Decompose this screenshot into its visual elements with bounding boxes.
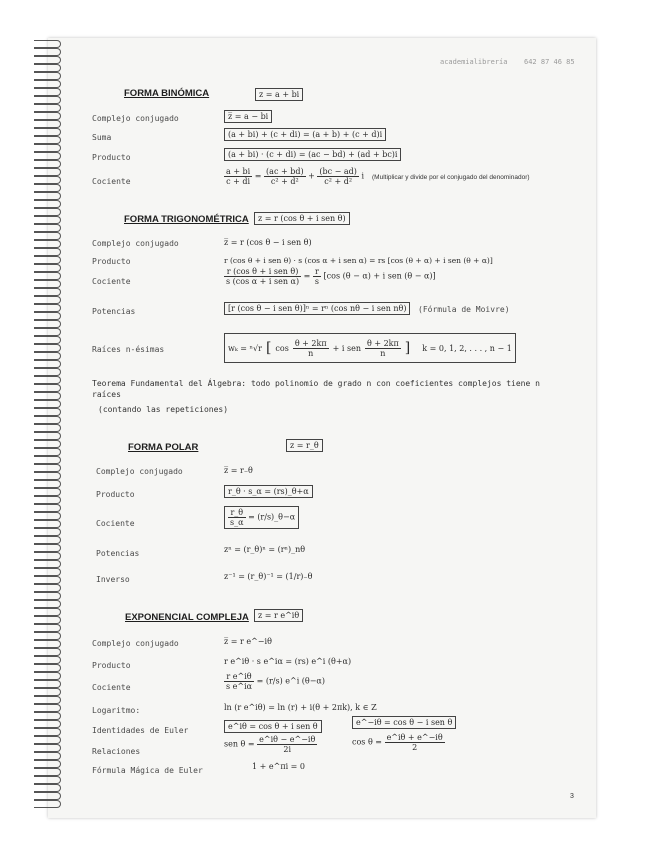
teorema-line2: raíces	[92, 390, 121, 399]
binomica-conj-label: Complejo conjugado	[92, 114, 179, 123]
binomica-producto-formula: (a + bi) · (c + di) = (ac − bd) + (ad + bc)i	[224, 148, 401, 161]
spiral-loop	[34, 80, 61, 88]
cociente-den1: c + di	[226, 177, 251, 186]
spiral-loop	[34, 56, 61, 64]
exp-coc-res: (r/s) e^i (θ−α)	[265, 676, 325, 686]
raices-cos: cos	[275, 343, 289, 353]
spiral-loop	[34, 456, 61, 464]
spiral-loop	[34, 96, 61, 104]
teorema-line3: (contando las repeticiones)	[98, 405, 229, 414]
cociente-den3: c² + d²	[324, 177, 353, 186]
polar-coc-den: s_α	[230, 518, 244, 527]
exp-form-box: z = r e^iθ	[254, 609, 303, 622]
spiral-loop	[34, 144, 61, 152]
spiral-loop	[34, 568, 61, 576]
spiral-loop	[34, 136, 61, 144]
exp-rel-label: Relaciones	[92, 747, 141, 756]
spiral-loop	[34, 336, 61, 344]
spiral-loop	[34, 744, 61, 752]
cociente-tail: i	[361, 171, 365, 181]
section-title-exp: EXPONENCIAL COMPLEJA	[125, 612, 249, 623]
spiral-loop	[34, 224, 61, 232]
trig-coc-s: s	[314, 277, 319, 286]
spiral-loop	[34, 248, 61, 256]
polar-inv-label: Inverso	[96, 575, 130, 584]
spiral-loop	[34, 696, 61, 704]
polar-conj-formula: z̅ = r₋θ	[224, 466, 253, 475]
exp-magic-label: Fórmula Mágica de Euler	[92, 766, 203, 775]
cociente-num2: (ac + bd)	[266, 167, 304, 176]
page-number: 3	[570, 793, 574, 800]
spiral-loop	[34, 440, 61, 448]
spiral-loop	[34, 632, 61, 640]
polar-coc-eq: =	[248, 512, 255, 522]
cociente-den2: c² + d²	[270, 177, 299, 186]
exp-coc-eq: =	[256, 676, 264, 686]
polar-prod-formula: r_θ · s_α = (rs)_θ+α	[224, 485, 313, 498]
spiral-loop	[34, 536, 61, 544]
spiral-loop	[34, 64, 61, 72]
exp-rel-sen	[224, 735, 317, 754]
spiral-loop	[34, 424, 61, 432]
spiral-loop	[34, 240, 61, 248]
exp-coc-label: Cociente	[92, 683, 131, 692]
spiral-loop	[34, 504, 61, 512]
binomica-cociente-label: Cociente	[92, 177, 131, 186]
raices-den2: n	[380, 348, 386, 358]
spiral-loop	[34, 552, 61, 560]
cociente-plus: +	[308, 171, 315, 181]
raices-plus: + i sen	[332, 343, 361, 353]
exp-coc-num: r e^iθ	[224, 672, 254, 682]
spiral-loop	[34, 528, 61, 536]
spiral-loop	[34, 624, 61, 632]
exp-log-label: Logaritmo:	[92, 706, 141, 715]
spiral-loop	[34, 728, 61, 736]
exp-euler2: e^−iθ = cos θ − i sen θ	[352, 716, 456, 729]
spiral-loop	[34, 672, 61, 680]
cociente-num1: a + bi	[226, 167, 251, 176]
raices-lhs: wₖ = ⁿ√r	[228, 343, 262, 353]
spiral-loop	[34, 272, 61, 280]
raices-k: k = 0, 1, 2, . . . , n − 1	[422, 343, 512, 353]
raices-num1: θ + 2kπ	[294, 338, 327, 348]
spiral-loop	[34, 264, 61, 272]
spiral-loop	[34, 792, 61, 800]
trig-coc-formula	[224, 267, 436, 286]
spiral-loop	[34, 392, 61, 400]
binomica-conj-formula: z̅ = a − bi	[224, 110, 272, 123]
cociente-eq: =	[254, 171, 262, 181]
trig-prod-label: Producto	[92, 257, 131, 266]
spiral-loop	[34, 776, 61, 784]
header-site: academialibrería	[440, 58, 508, 66]
spiral-loop	[34, 704, 61, 712]
spiral-loop	[34, 344, 61, 352]
spiral-loop	[34, 592, 61, 600]
spiral-loop	[34, 160, 61, 168]
spiral-loop	[34, 216, 61, 224]
exp-magic-formula: 1 + e^πi = 0	[252, 762, 306, 771]
trig-coc-tail: [cos (θ − α) + i sen (θ − α)]	[323, 271, 436, 281]
spiral-loop	[34, 656, 61, 664]
spiral-loop	[34, 800, 61, 808]
binomica-suma-formula: (a + bi) + (c + di) = (a + b) + (c + d)i	[224, 128, 386, 141]
spiral-loop	[34, 312, 61, 320]
binomica-cociente-formula	[224, 167, 364, 186]
polar-coc-res: (r/s)_θ−α	[257, 512, 296, 522]
spiral-loop	[34, 368, 61, 376]
spiral-loop	[34, 416, 61, 424]
polar-coc-formula	[224, 506, 299, 529]
spiral-loop	[34, 296, 61, 304]
spiral-loop	[34, 760, 61, 768]
trig-moivre: (Fórmula de Moivre)	[418, 305, 510, 314]
spiral-loop	[34, 608, 61, 616]
trig-conj-label: Complejo conjugado	[92, 239, 179, 248]
spiral-loop	[34, 544, 61, 552]
spiral-loop	[34, 384, 61, 392]
spiral-loop	[34, 576, 61, 584]
spiral-loop	[34, 208, 61, 216]
spiral-loop	[34, 328, 61, 336]
spiral-loop	[34, 560, 61, 568]
header-code: 642 87 46 85	[524, 58, 575, 66]
binomica-suma-label: Suma	[92, 133, 112, 142]
spiral-loop	[34, 648, 61, 656]
spiral-loop	[34, 128, 61, 136]
spiral-loop	[34, 600, 61, 608]
spiral-loop	[34, 112, 61, 120]
spiral-loop	[34, 288, 61, 296]
spiral-loop	[34, 352, 61, 360]
spiral-loop	[34, 496, 61, 504]
spiral-loop	[34, 640, 61, 648]
spiral-loop	[34, 520, 61, 528]
trig-coc-den: s (cos α + i sen α)	[226, 277, 300, 286]
spiral-loop	[34, 720, 61, 728]
raices-den1: n	[308, 348, 314, 358]
spiral-loop	[34, 304, 61, 312]
spiral-loop	[34, 408, 61, 416]
exp-euler-label: Identidades de Euler	[92, 726, 189, 735]
exp-log-formula: ln (r e^iθ) = ln (r) + i(θ + 2πk), k ∈ Z	[224, 703, 377, 712]
teorema-line1: Teorema Fundamental del Álgebra: todo polinomio de grado n con coeficientes complejos tiene n	[92, 379, 540, 388]
exp-rel-cos	[352, 733, 445, 752]
spiral-loop	[34, 712, 61, 720]
exp-coc-formula	[224, 672, 325, 691]
exp-coc-den: s e^iα	[226, 682, 253, 691]
spiral-loop	[34, 176, 61, 184]
trig-pot-formula: [r (cos θ − i sen θ)]ⁿ = rⁿ (cos nθ − i sen nθ)	[224, 302, 410, 315]
spiral-loop	[34, 120, 61, 128]
spiral-loop	[34, 584, 61, 592]
polar-inv-formula: z⁻¹ = (r_θ)⁻¹ = (1/r)₋θ	[224, 572, 313, 581]
spiral-loop	[34, 232, 61, 240]
spiral-loop	[34, 784, 61, 792]
section-title-trig: FORMA TRIGONOMÉTRICA	[124, 214, 249, 225]
polar-prod-label: Producto	[96, 490, 135, 499]
trig-coc-num: r (cos θ + i sen θ)	[224, 267, 301, 277]
spiral-loop	[34, 72, 61, 80]
spiral-loop	[34, 768, 61, 776]
spiral-loop	[34, 736, 61, 744]
section-title-polar: FORMA POLAR	[128, 442, 199, 453]
polar-coc-num: r_θ	[228, 508, 246, 518]
spiral-loop	[34, 184, 61, 192]
rel-sen-num: e^iθ − e^−iθ	[259, 735, 316, 744]
exp-euler1: e^iθ = cos θ + i sen θ	[224, 720, 322, 733]
raices-num2: θ + 2kπ	[366, 338, 399, 348]
trig-prod-formula: r (cos θ + i sen θ) · s (cos α + i sen α) = rs [cos (θ + α) + i sen (θ + α)]	[224, 256, 493, 265]
spiral-loop	[34, 472, 61, 480]
trig-coc-r: r	[313, 267, 321, 277]
spiral-loop	[34, 152, 61, 160]
spiral-loop	[34, 616, 61, 624]
spiral-loop	[34, 448, 61, 456]
spiral-loop	[34, 48, 61, 56]
spiral-loop	[34, 664, 61, 672]
rel-sen-lhs: sen θ =	[224, 739, 255, 749]
exp-conj-label: Complejo conjugado	[92, 639, 179, 648]
rel-cos-num: e^iθ + e^−iθ	[386, 733, 443, 742]
polar-pot-label: Potencias	[96, 549, 140, 558]
trig-form-box: z = r (cos θ + i sen θ)	[254, 212, 350, 225]
section-title-binomica: FORMA BINÓMICA	[124, 88, 210, 99]
binomica-note: (Multiplicar y divide por el conjugado del denominador)	[372, 174, 530, 181]
exp-prod-formula: r e^iθ · s e^iα = (rs) e^i (θ+α)	[224, 657, 352, 666]
trig-pot-label: Potencias	[92, 307, 136, 316]
spiral-loop	[34, 40, 61, 48]
spiral-loop	[34, 488, 61, 496]
trig-raices-formula	[224, 333, 516, 363]
spiral-loop	[34, 480, 61, 488]
spiral-loop	[34, 88, 61, 96]
polar-coc-label: Cociente	[96, 519, 135, 528]
spiral-loop	[34, 200, 61, 208]
raices-bracket-open: [	[265, 340, 272, 356]
exp-conj-formula: z̅ = r e^−iθ	[224, 637, 272, 646]
spiral-loop	[34, 192, 61, 200]
spiral-loop	[34, 280, 61, 288]
raices-bracket-close: ]	[404, 340, 411, 356]
trig-conj-formula: z̅ = r (cos θ − i sen θ)	[224, 238, 312, 247]
rel-cos-den: 2	[412, 743, 418, 752]
cociente-num3: (bc − ad)	[319, 167, 357, 176]
rel-sen-den: 2i	[283, 745, 292, 754]
spiral-loop	[34, 688, 61, 696]
spiral-loop	[34, 256, 61, 264]
polar-pot-formula: zⁿ = (r_θ)ⁿ = (rⁿ)_nθ	[224, 545, 306, 554]
spiral-loop	[34, 104, 61, 112]
spiral-loop	[34, 464, 61, 472]
spiral-binding	[34, 40, 70, 810]
trig-coc-eq: =	[303, 271, 311, 281]
spiral-loop	[34, 320, 61, 328]
exp-prod-label: Producto	[92, 661, 131, 670]
binomica-form-box: z = a + bi	[255, 88, 303, 101]
trig-coc-label: Cociente	[92, 277, 131, 286]
trig-raices-label: Raíces n-ésimas	[92, 345, 165, 354]
spiral-loop	[34, 168, 61, 176]
spiral-loop	[34, 512, 61, 520]
polar-conj-label: Complejo conjugado	[96, 467, 183, 476]
rel-cos-lhs: cos θ =	[352, 737, 383, 747]
polar-form-box: z = r_θ	[286, 439, 323, 452]
spiral-loop	[34, 432, 61, 440]
spiral-loop	[34, 680, 61, 688]
spiral-loop	[34, 360, 61, 368]
spiral-loop	[34, 376, 61, 384]
spiral-loop	[34, 400, 61, 408]
binomica-producto-label: Producto	[92, 153, 131, 162]
spiral-loop	[34, 752, 61, 760]
